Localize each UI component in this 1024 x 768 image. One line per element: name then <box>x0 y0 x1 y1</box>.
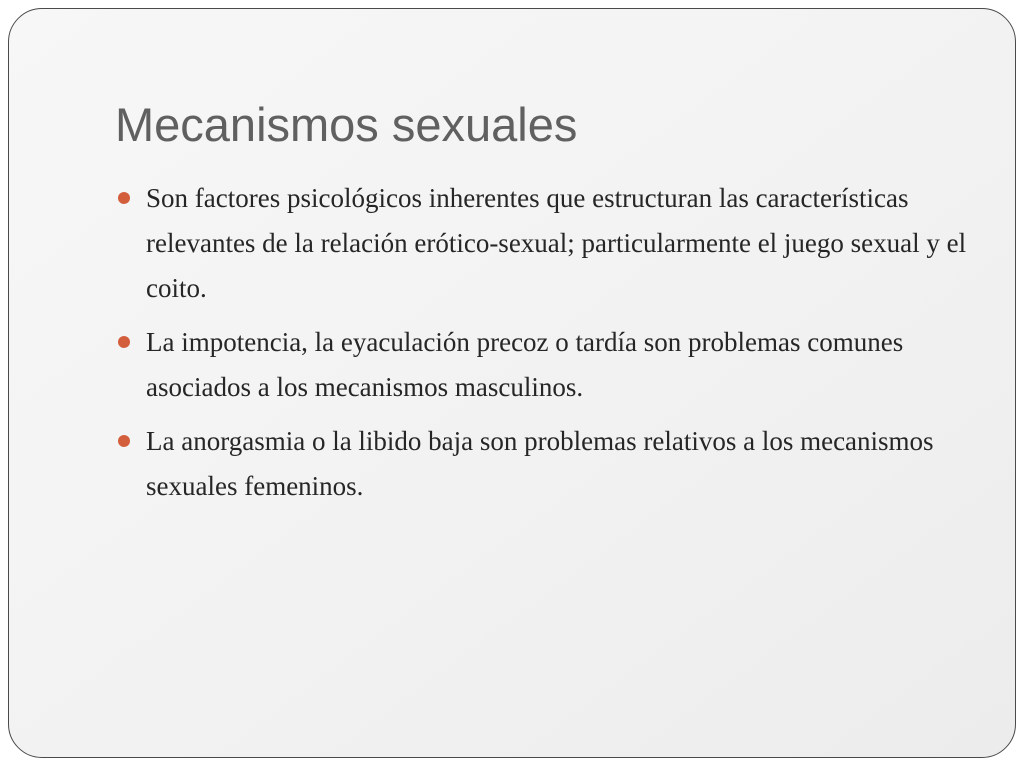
bullet-dot-icon <box>118 192 130 204</box>
bullet-text: La anorgasmia o la libido baja son problemas relativos a los mecanismos sexuales femeninos. <box>146 426 934 501</box>
bullet-dot-icon <box>118 336 130 348</box>
bullet-item <box>116 176 976 311</box>
bullet-item <box>116 419 976 509</box>
slide-frame <box>8 8 1016 758</box>
bullet-text: Son factores psicológicos inherentes que estructuran las características relevantes de la relación erótico-sexual; particularmente el juego sexual y el coito. <box>146 183 967 303</box>
bullet-list <box>116 176 976 518</box>
bullet-text: La impotencia, la eyaculación precoz o tardía son problemas comunes asociados a los mecanismos masculinos. <box>146 327 904 402</box>
bullet-item <box>116 320 976 410</box>
bullet-dot-icon <box>118 435 130 447</box>
slide-title: Mecanismos sexuales <box>115 98 578 151</box>
